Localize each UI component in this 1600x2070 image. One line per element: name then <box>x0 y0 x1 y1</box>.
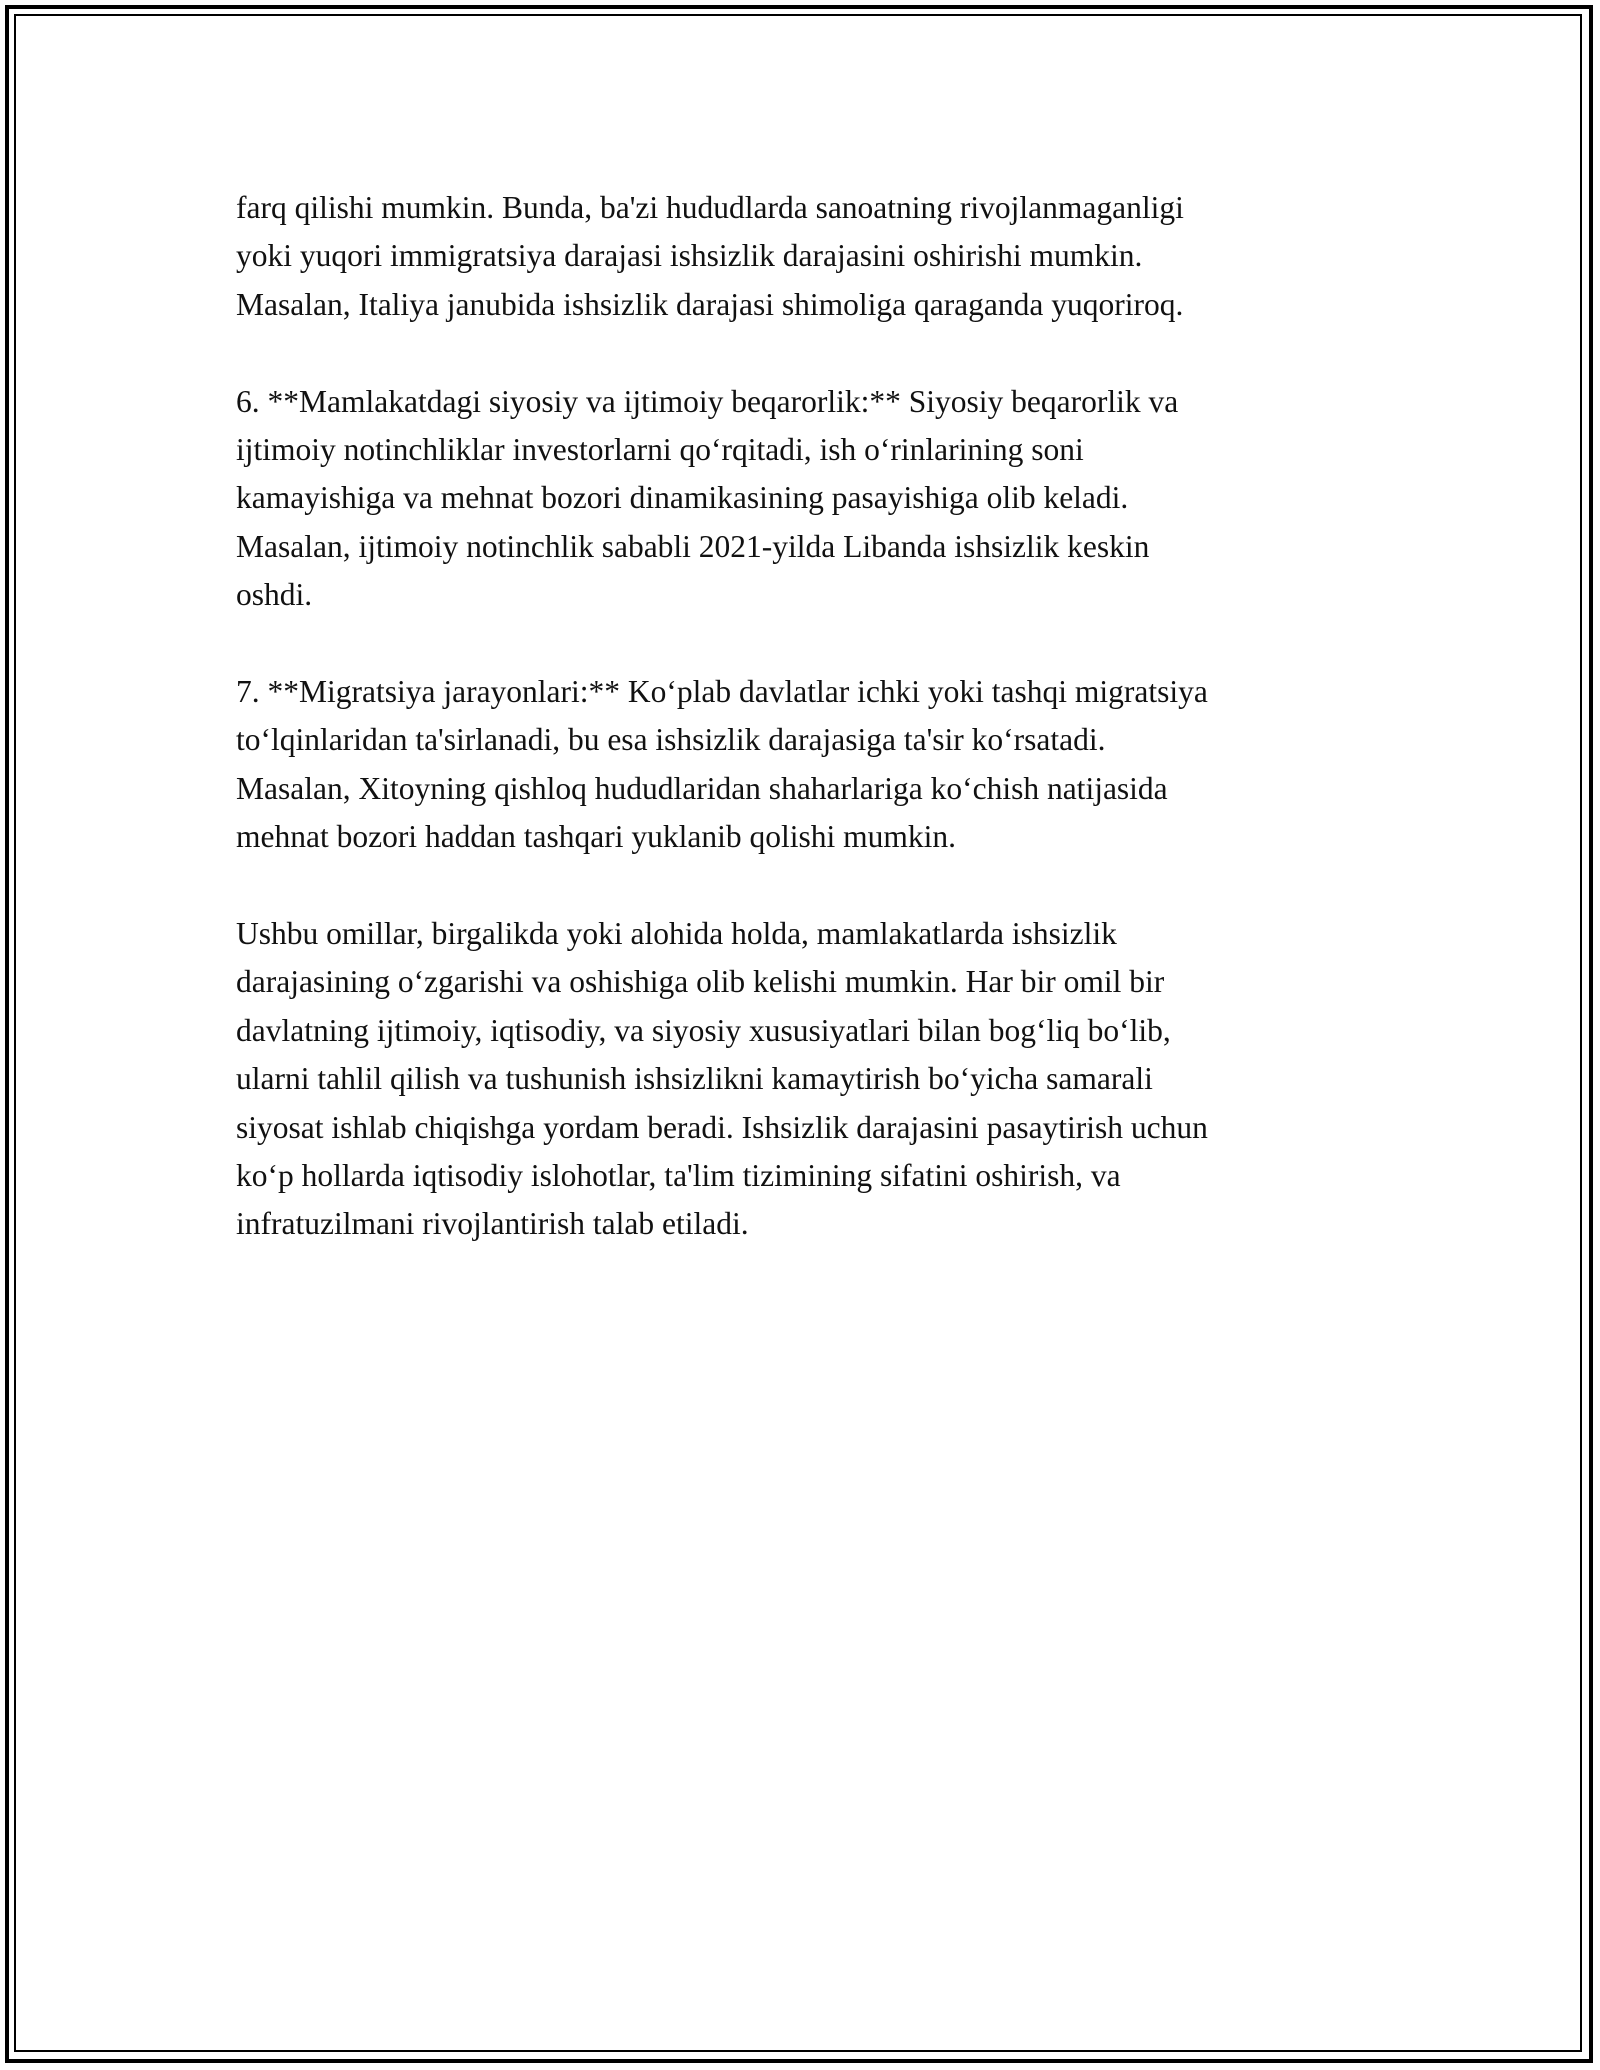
paragraph-migration: 7. **Migratsiya jarayonlari:** Ko‘plab davlatlar ichki yoki tashqi migratsiya to‘lqinlaridan ta'sirlanadi, bu esa ishsizlik darajasiga ta'sir ko‘rsatadi. Masalan, Xitoyning qishloq hududlaridan shaharlariga ko‘chish natijasida mehnat bozori haddan tashqari yuklanib qolishi mumkin. <box>236 674 1208 855</box>
paragraph-conclusion: Ushbu omillar, birgalikda yoki alohida holda, mamlakatlarda ishsizlik darajasining o‘zgarishi va oshishiga olib kelishi mumkin. Har bir omil bir davlatning ijtimoiy, iqtisodiy, va siyosiy xususiyatlari bilan bog‘liq bo‘lib, ularni tahlil qilish va tushunish ishsizlikni kamaytirish bo‘yicha samarali siyosat ishlab chiqishga yordam beradi. Ishsizlik darajasini pasaytirish uchun ko‘p hollarda iqtisodiy islohotlar, ta'lim tizimining sifatini oshirish, va infratuzilmani rivojlantirish talab etiladi. <box>236 916 1208 1242</box>
document-body <box>236 184 1376 1297</box>
paragraph-regional-differences: farq qilishi mumkin. Bunda, ba'zi hududlarda sanoatning rivojlanmaganligi yoki yuqori immigratsiya darajasi ishsizlik darajasini oshirishi mumkin. Masalan, Italiya janubida ishsizlik darajasi shimoliga qaraganda yuqoriroq. <box>236 190 1184 322</box>
paragraph-political-instability: 6. **Mamlakatdagi siyosiy va ijtimoiy beqarorlik:** Siyosiy beqarorlik va ijtimoiy notinchliklar investorlarni qo‘rqitadi, ish o‘rinlarining soni kamayishiga va mehnat bozori dinamikasining pasayishiga olib keladi. Masalan, ijtimoiy notinchlik sababli 2021-yilda Libanda ishsizlik keskin oshdi. <box>236 383 1179 613</box>
